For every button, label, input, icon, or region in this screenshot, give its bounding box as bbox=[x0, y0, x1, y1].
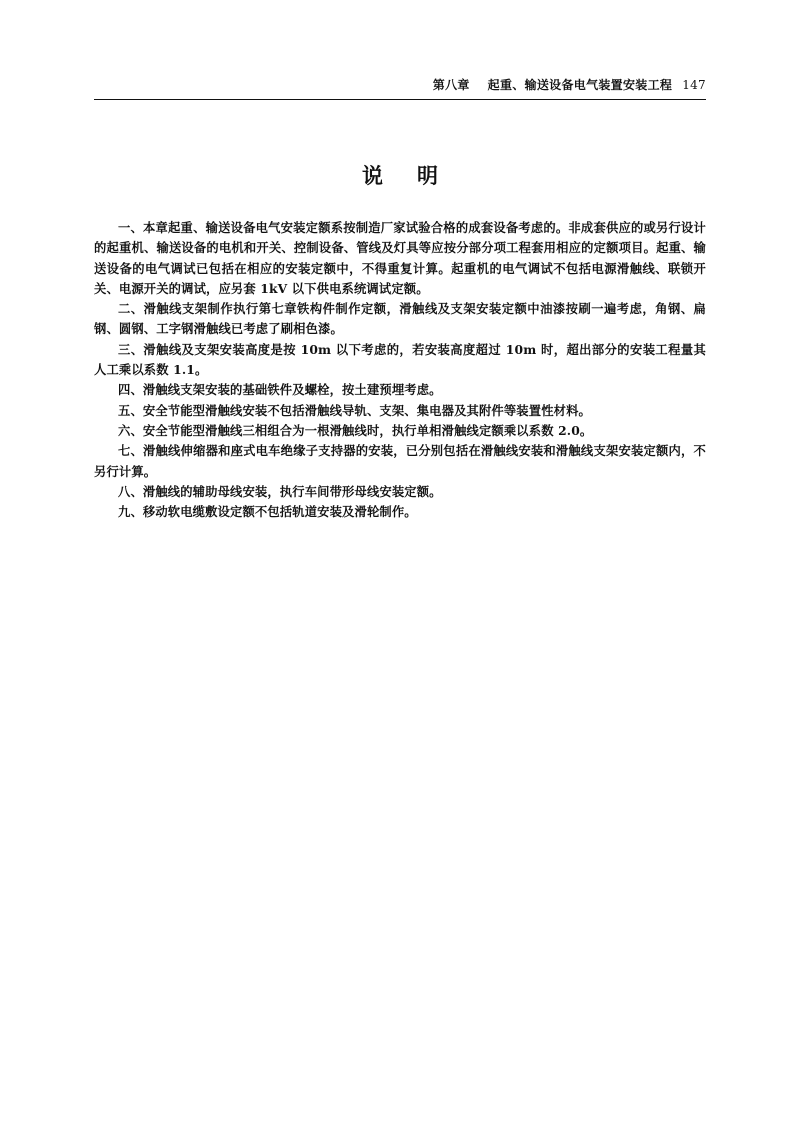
paragraph-6: 六、安全节能型滑触线三相组合为一根滑触线时，执行单相滑触线定额乘以系数 2.0。 bbox=[118, 422, 593, 438]
paragraph-1: 一、本章起重、输送设备电气安装定额系按制造厂家试验合格的成套设备考虑的。非成套供应的或另行设计的起重机、输送设备的电机和开关、控制设备、管线及灯具等应按分部分项工程套用相应的定额项目。起重、输送设备的电气调试已包括在相应的安装定额中，不得重复计算。起重机的电气调试不包括电源滑触线、联锁开关、电源开关的调试，应另套 1kV 以下供电系统调试定额。 bbox=[94, 220, 706, 296]
page-number: 147 bbox=[682, 78, 706, 92]
header-chapter-title: 起重、输送设备电气装置安装工程 bbox=[487, 78, 673, 92]
paragraph-3: 三、滑触线及支架安装高度是按 10m 以下考虑的，若安装高度超过 10m 时，超出部分的安装工程量其人工乘以系数 1.1。 bbox=[94, 341, 706, 378]
paragraph-7: 七、滑触线伸缩器和座式电车绝缘子支持器的安装，已分别包括在滑触线安装和滑触线支架安装定额内，不另行计算。 bbox=[94, 443, 706, 479]
paragraph-9: 九、移动软电缆敷设定额不包括轨道安装及滑轮制作。 bbox=[118, 504, 417, 520]
paragraph-5: 五、安全节能型滑触线安装不包括滑触线导轨、支架、集电器及其附件等装置性材料。 bbox=[118, 402, 591, 418]
body-text bbox=[94, 218, 706, 522]
header-rule bbox=[94, 99, 706, 100]
running-header bbox=[94, 76, 706, 94]
paragraph-8: 八、滑触线的辅助母线安装，执行车间带形母线安装定额。 bbox=[118, 483, 442, 499]
paragraph-2: 二、滑触线支架制作执行第七章铁构件制作定额，滑触线及支架安装定额中油漆按刷一遍考虑，角钢、扁钢、圆钢、工字钢滑触线已考虑了刷相色漆。 bbox=[94, 301, 706, 337]
page-title: 说明 bbox=[362, 163, 472, 188]
header-chapter: 第八章 bbox=[432, 78, 470, 92]
paragraph-4: 四、滑触线支架安装的基础铁件及螺栓，按土建预埋考虑。 bbox=[118, 382, 442, 398]
